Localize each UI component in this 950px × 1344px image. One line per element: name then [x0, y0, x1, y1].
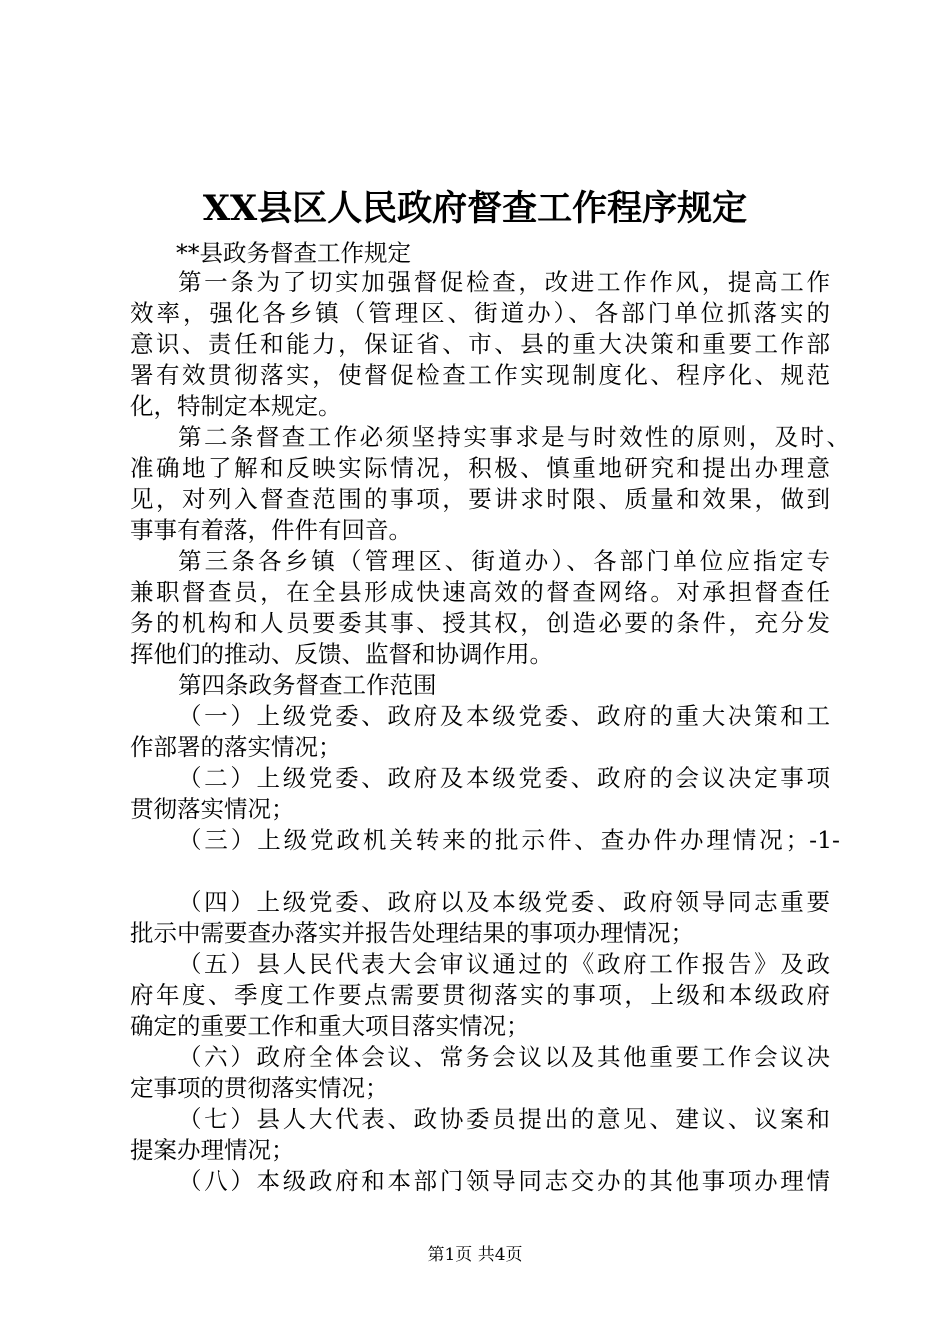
scope-item-line: （二）上级党委、政府及本级党委、政府的会议决定事项 — [178, 764, 830, 792]
scope-item-line: （一）上级党委、政府及本级党委、政府的重大决策和工 — [178, 702, 830, 730]
document-title: XX县区人民政府督查工作程序规定 — [202, 188, 748, 229]
scope-item-line: （六）政府全体会议、常务会议以及其他重要工作会议决 — [178, 1043, 830, 1071]
article-2-line: 准确地了解和反映实际情况，积极、慎重地研究和提出办理意 — [130, 454, 830, 482]
scope-item-line: （四）上级党委、政府以及本级党委、政府领导同志重要 — [178, 888, 830, 916]
article-1-line: 意识、责任和能力，保证省、市、县的重大决策和重要工作部 — [130, 330, 830, 358]
page-footer: 第1页 共4页 — [427, 1245, 523, 1265]
scope-item-line: 定事项的贯彻落实情况； — [130, 1074, 389, 1102]
scope-item-line: 府年度、季度工作要点需要贯彻落实的事项，上级和本级政府 — [130, 981, 830, 1009]
article-3-line: 挥他们的推动、反馈、监督和协调作用。 — [130, 640, 553, 668]
scope-item-line: 提案办理情况； — [130, 1136, 295, 1164]
scope-item-line: （七）县人大代表、政协委员提出的意见、建议、议案和 — [178, 1105, 830, 1133]
article-3-line: 第三条各乡镇（管理区、街道办）、各部门单位应指定专 — [178, 547, 830, 575]
scope-item-line: （三）上级党政机关转来的批示件、查办件办理情况；-1- — [178, 826, 840, 854]
article-1-line: 第一条为了切实加强督促检查，改进工作作风，提高工作 — [178, 268, 830, 296]
scope-item-line: 确定的重要工作和重大项目落实情况； — [130, 1012, 530, 1040]
article-3-line: 兼职督查员，在全县形成快速高效的督查网络。对承担督查任 — [130, 578, 830, 606]
article-2-line: 第二条督查工作必须坚持实事求是与时效性的原则，及时、 — [178, 423, 850, 451]
article-3-line: 务的机构和人员要委其事、授其权，创造必要的条件，充分发 — [130, 609, 830, 637]
article-1-line: 化，特制定本规定。 — [130, 392, 342, 420]
scope-item-line: 作部署的落实情况； — [130, 733, 342, 761]
article-1-line: 效率，强化各乡镇（管理区、街道办）、各部门单位抓落实的 — [130, 299, 830, 327]
scope-item-line: 贯彻落实情况； — [130, 795, 295, 823]
subtitle-line: **县政务督查工作规定 — [176, 239, 411, 267]
scope-item-line: （八）本级政府和本部门领导同志交办的其他事项办理情 — [178, 1167, 830, 1195]
scope-item-line: 批示中需要查办落实并报告处理结果的事项办理情况； — [130, 919, 694, 947]
article-1-line: 署有效贯彻落实，使督促检查工作实现制度化、程序化、规范 — [130, 361, 830, 389]
scope-item-line: （五）县人民代表大会审议通过的《政府工作报告》及政 — [178, 950, 830, 978]
article-4-heading: 第四条政务督查工作范围 — [178, 671, 437, 699]
article-2-line: 事事有着落，件件有回音。 — [130, 516, 412, 544]
article-2-line: 见，对列入督查范围的事项，要讲求时限、质量和效果，做到 — [130, 485, 830, 513]
